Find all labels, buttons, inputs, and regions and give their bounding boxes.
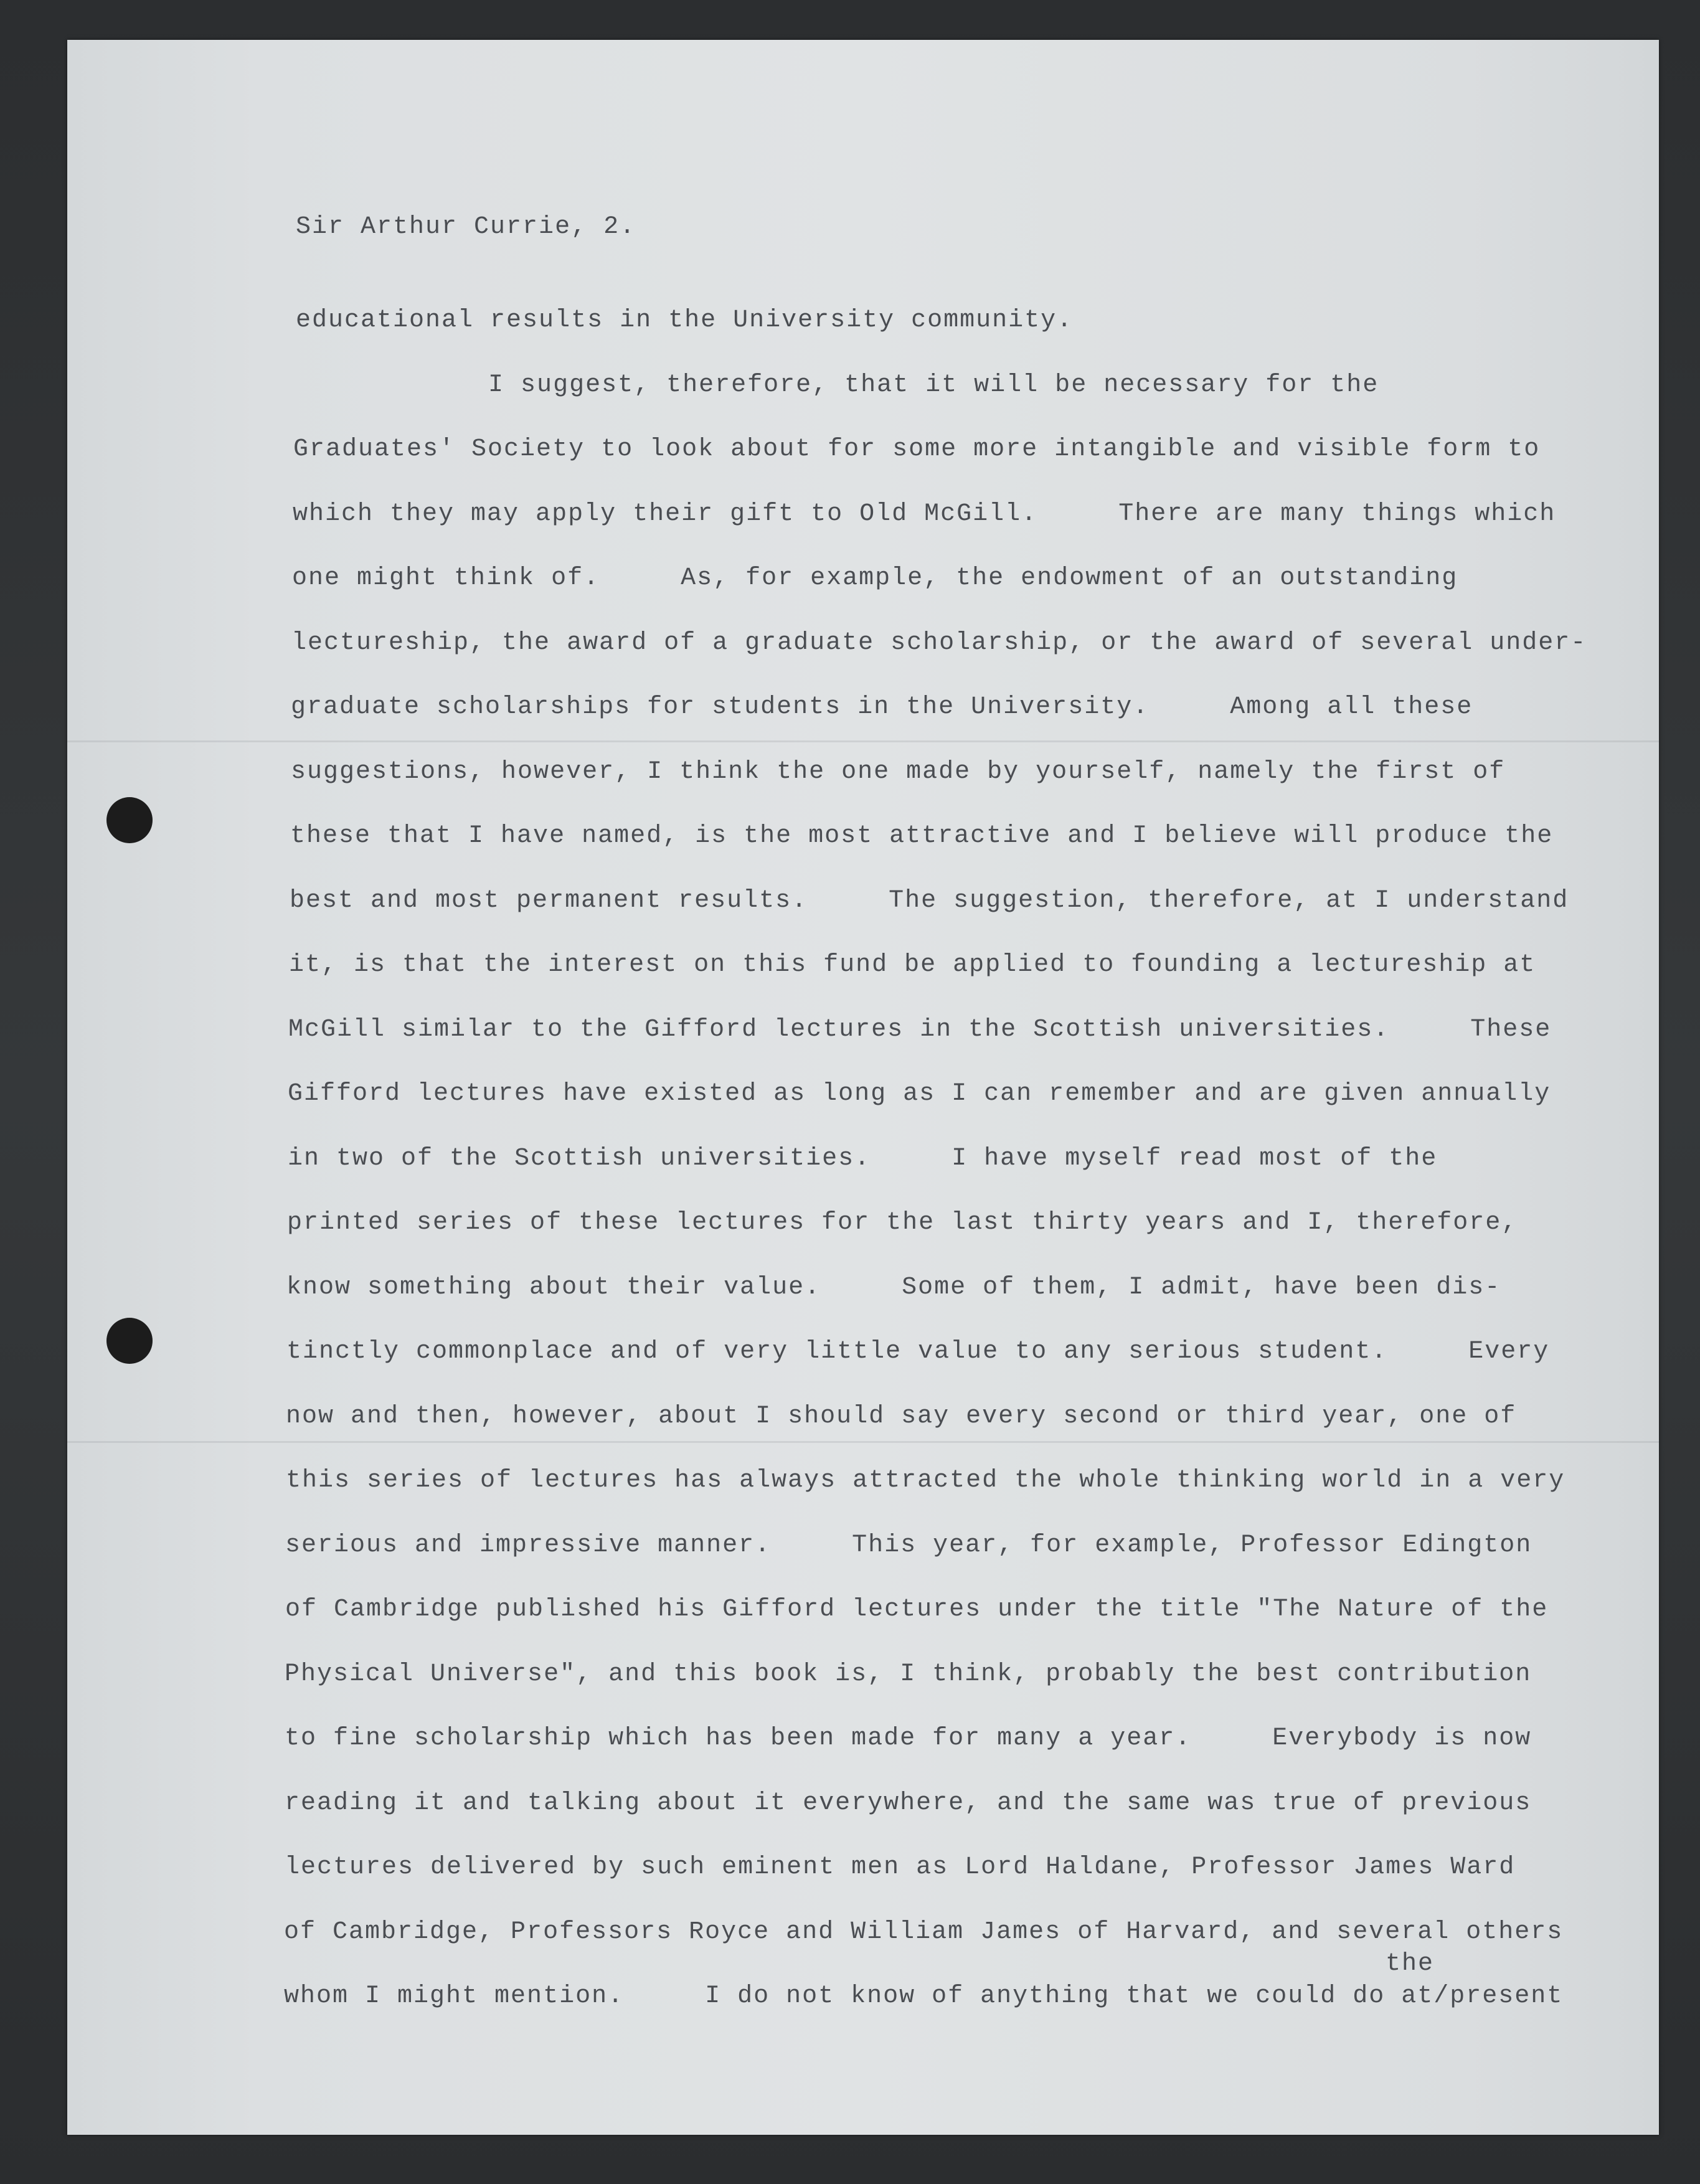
body-line: this series of lectures has always attracted the whole thinking world in a very (286, 1467, 1565, 1495)
body-line: of Cambridge, Professors Royce and William James of Harvard, and several others (284, 1918, 1564, 1946)
body-line: suggestions, however, I think the one made by yourself, namely the first of (291, 758, 1506, 786)
body-line: one might think of. As, for example, the endowment of an outstanding (292, 564, 1458, 592)
body-line: it, is that the interest on this fund be applied to founding a lectureship at (289, 951, 1536, 979)
body-line: of Cambridge published his Gifford lectures under the title "The Nature of the (285, 1595, 1549, 1624)
body-line: graduate scholarships for students in the University. Among all these (291, 693, 1473, 721)
body-line: Graduates' Society to look about for some more intangible and visible form to (293, 435, 1541, 463)
body-line: I suggest, therefore, that it will be necessary for the (294, 371, 1379, 399)
body-line: lectureship, the award of a graduate scholarship, or the award of several under- (291, 629, 1587, 657)
body-line: reading it and talking about it everywhere, and the same was true of previous (285, 1789, 1532, 1817)
body-line: lectures delivered by such eminent men as Lord Haldane, Professor James Ward (285, 1853, 1516, 1881)
punch-hole (106, 797, 153, 843)
body-line: best and most permanent results. The suggestion, therefore, at I understand (290, 887, 1569, 915)
body-line: serious and impressive manner. This year, for example, Professor Edington (285, 1531, 1532, 1559)
fold-crease (67, 1441, 1659, 1443)
handwritten-insertion: the (1386, 1950, 1435, 1978)
body-line: to fine scholarship which has been made for many a year. Everybody is now (285, 1724, 1532, 1752)
fold-crease (67, 740, 1659, 742)
body-line: Physical Universe", and this book is, I think, probably the best contribution (285, 1660, 1532, 1688)
body-line: Gifford lectures have existed as long as I can remember and are given annually (288, 1080, 1551, 1108)
body-line: now and then, however, about I should say every second or third year, one of (286, 1402, 1517, 1430)
body-line: McGill similar to the Gifford lectures in the Scottish universities. These (288, 1016, 1552, 1044)
body-line: educational results in the University community. (296, 306, 1074, 334)
body-line: tinctly commonplace and of very little value to any serious student. Every (286, 1338, 1550, 1366)
body-line: printed series of these lectures for the last thirty years and I, therefore, (287, 1209, 1518, 1237)
body-line: these that I have named, is the most attractive and I believe will produce the (290, 822, 1554, 850)
body-line: know something about their value. Some of them, I admit, have been dis- (286, 1274, 1501, 1302)
punch-hole (106, 1318, 153, 1364)
body-line: in two of the Scottish universities. I have myself read most of the (288, 1145, 1438, 1173)
page-header: Sir Arthur Currie, 2. (296, 213, 636, 241)
body-line: which they may apply their gift to Old McGill. There are many things which (293, 500, 1556, 528)
body-line: whom I might mention. I do not know of anything that we could do at/present (284, 1982, 1564, 2010)
